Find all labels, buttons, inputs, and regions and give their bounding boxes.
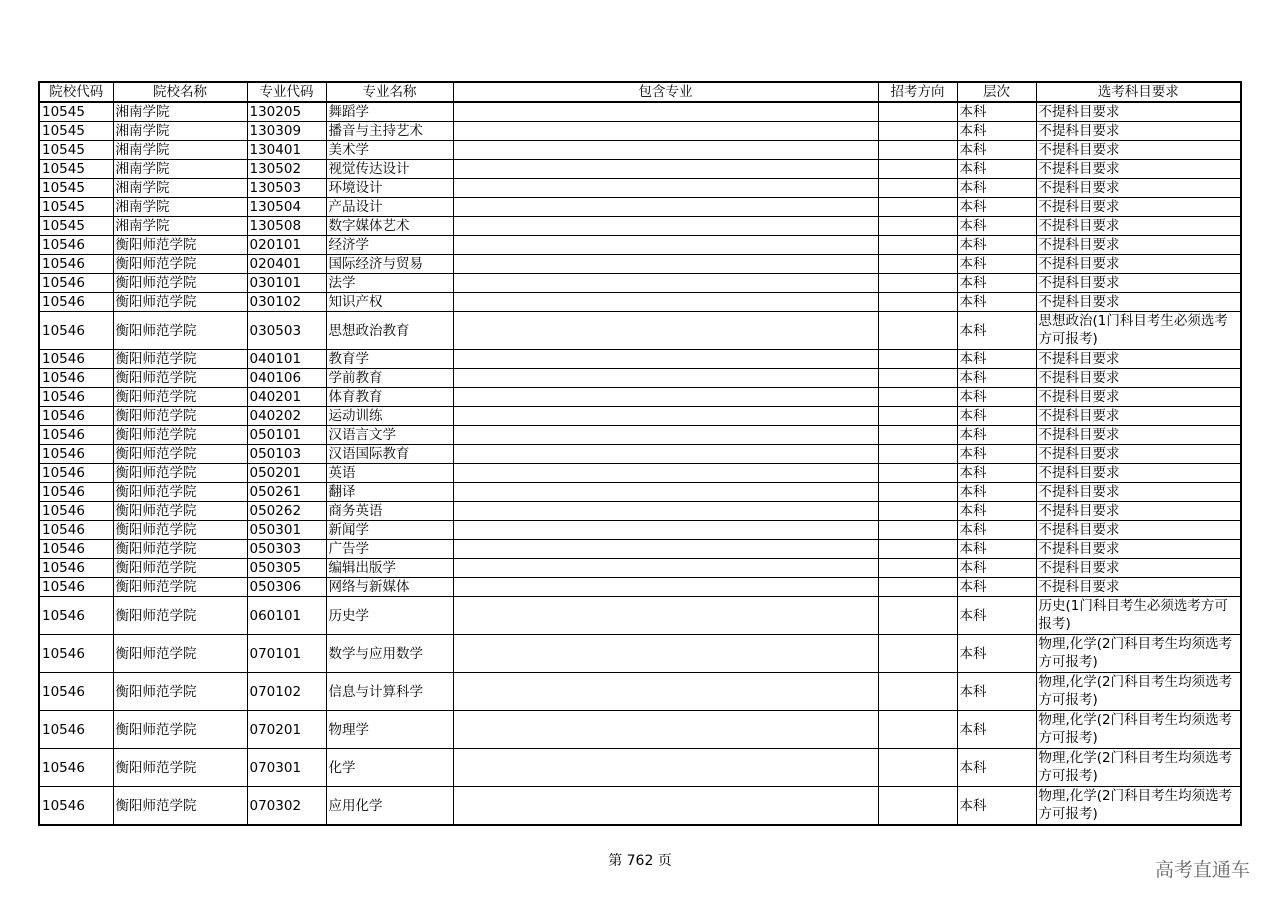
cell-school-name: 湘南学院: [113, 217, 247, 236]
header-subject-requirement: 选考科目要求: [1036, 82, 1241, 102]
cell-major-code: 040202: [247, 407, 326, 426]
cell-included-majors: [453, 293, 878, 312]
cell-major-code: 070101: [247, 635, 326, 673]
admissions-table: [38, 81, 1242, 826]
table-row: [39, 198, 1241, 217]
cell-school-name: 衡阳师范学院: [113, 407, 247, 426]
cell-subject-requirement: 思想政治(1门科目考生必须选考方可报考): [1036, 312, 1241, 350]
cell-major-name: 物理学: [326, 711, 453, 749]
cell-school-code: 10546: [39, 236, 113, 255]
cell-school-name: 衡阳师范学院: [113, 578, 247, 597]
table-row: [39, 179, 1241, 198]
cell-school-name: 衡阳师范学院: [113, 464, 247, 483]
cell-major-code: 020401: [247, 255, 326, 274]
cell-major-name: 编辑出版学: [326, 559, 453, 578]
cell-included-majors: [453, 597, 878, 635]
cell-subject-requirement: 不提科目要求: [1036, 388, 1241, 407]
cell-included-majors: [453, 711, 878, 749]
cell-included-majors: [453, 388, 878, 407]
cell-school-name: 衡阳师范学院: [113, 255, 247, 274]
cell-direction: [878, 217, 957, 236]
table-row: [39, 521, 1241, 540]
cell-included-majors: [453, 749, 878, 787]
cell-school-code: 10545: [39, 179, 113, 198]
cell-major-code: 030101: [247, 274, 326, 293]
cell-direction: [878, 635, 957, 673]
cell-direction: [878, 407, 957, 426]
cell-level: 本科: [957, 122, 1036, 141]
cell-major-name: 思想政治教育: [326, 312, 453, 350]
cell-subject-requirement: 不提科目要求: [1036, 255, 1241, 274]
cell-school-code: 10546: [39, 274, 113, 293]
cell-school-name: 湘南学院: [113, 141, 247, 160]
cell-major-name: 学前教育: [326, 369, 453, 388]
cell-subject-requirement: 不提科目要求: [1036, 236, 1241, 255]
cell-school-code: 10546: [39, 312, 113, 350]
cell-included-majors: [453, 407, 878, 426]
cell-included-majors: [453, 236, 878, 255]
cell-included-majors: [453, 141, 878, 160]
cell-level: 本科: [957, 160, 1036, 179]
cell-school-name: 衡阳师范学院: [113, 673, 247, 711]
cell-included-majors: [453, 179, 878, 198]
table-row: [39, 102, 1241, 122]
cell-major-code: 070201: [247, 711, 326, 749]
cell-level: 本科: [957, 312, 1036, 350]
cell-school-code: 10546: [39, 255, 113, 274]
table-row: [39, 236, 1241, 255]
cell-major-name: 国际经济与贸易: [326, 255, 453, 274]
cell-school-code: 10546: [39, 787, 113, 826]
cell-direction: [878, 160, 957, 179]
table-row: [39, 502, 1241, 521]
cell-major-name: 新闻学: [326, 521, 453, 540]
cell-school-code: 10546: [39, 635, 113, 673]
cell-school-code: 10546: [39, 540, 113, 559]
cell-subject-requirement: 不提科目要求: [1036, 578, 1241, 597]
cell-school-code: 10546: [39, 673, 113, 711]
cell-school-name: 衡阳师范学院: [113, 293, 247, 312]
cell-level: 本科: [957, 369, 1036, 388]
cell-included-majors: [453, 483, 878, 502]
cell-major-code: 130502: [247, 160, 326, 179]
cell-level: 本科: [957, 597, 1036, 635]
table-body: [39, 102, 1241, 825]
table-row: [39, 407, 1241, 426]
cell-subject-requirement: 不提科目要求: [1036, 521, 1241, 540]
cell-major-name: 网络与新媒体: [326, 578, 453, 597]
cell-direction: [878, 578, 957, 597]
cell-school-code: 10546: [39, 749, 113, 787]
cell-direction: [878, 711, 957, 749]
cell-school-name: 衡阳师范学院: [113, 274, 247, 293]
cell-school-name: 衡阳师范学院: [113, 540, 247, 559]
cell-school-name: 衡阳师范学院: [113, 236, 247, 255]
cell-level: 本科: [957, 464, 1036, 483]
cell-school-code: 10546: [39, 559, 113, 578]
table-row: [39, 787, 1241, 826]
cell-included-majors: [453, 464, 878, 483]
cell-school-name: 衡阳师范学院: [113, 597, 247, 635]
cell-major-code: 040201: [247, 388, 326, 407]
cell-direction: [878, 749, 957, 787]
cell-school-name: 衡阳师范学院: [113, 635, 247, 673]
cell-direction: [878, 102, 957, 122]
cell-subject-requirement: 物理,化学(2门科目考生均须选考方可报考): [1036, 749, 1241, 787]
cell-school-name: 衡阳师范学院: [113, 426, 247, 445]
cell-major-code: 050261: [247, 483, 326, 502]
cell-school-code: 10546: [39, 521, 113, 540]
cell-school-name: 衡阳师范学院: [113, 559, 247, 578]
cell-direction: [878, 198, 957, 217]
cell-direction: [878, 122, 957, 141]
cell-direction: [878, 502, 957, 521]
cell-direction: [878, 540, 957, 559]
table-row: [39, 122, 1241, 141]
cell-subject-requirement: 物理,化学(2门科目考生均须选考方可报考): [1036, 635, 1241, 673]
table-row: [39, 673, 1241, 711]
cell-school-name: 湘南学院: [113, 160, 247, 179]
cell-included-majors: [453, 274, 878, 293]
cell-school-code: 10546: [39, 388, 113, 407]
cell-subject-requirement: 不提科目要求: [1036, 122, 1241, 141]
cell-included-majors: [453, 540, 878, 559]
cell-subject-requirement: 物理,化学(2门科目考生均须选考方可报考): [1036, 787, 1241, 826]
table-row: [39, 426, 1241, 445]
cell-direction: [878, 464, 957, 483]
cell-direction: [878, 597, 957, 635]
cell-school-name: 湘南学院: [113, 179, 247, 198]
cell-major-code: 130508: [247, 217, 326, 236]
cell-school-name: 衡阳师范学院: [113, 483, 247, 502]
cell-subject-requirement: 不提科目要求: [1036, 464, 1241, 483]
cell-major-code: 130504: [247, 198, 326, 217]
cell-included-majors: [453, 312, 878, 350]
cell-major-name: 体育教育: [326, 388, 453, 407]
cell-school-name: 衡阳师范学院: [113, 350, 247, 369]
cell-school-code: 10546: [39, 350, 113, 369]
cell-major-name: 美术学: [326, 141, 453, 160]
cell-major-name: 历史学: [326, 597, 453, 635]
cell-major-code: 030102: [247, 293, 326, 312]
cell-school-code: 10545: [39, 198, 113, 217]
cell-direction: [878, 293, 957, 312]
header-school-code: 院校代码: [39, 82, 113, 102]
cell-major-code: 040101: [247, 350, 326, 369]
cell-included-majors: [453, 198, 878, 217]
table-row: [39, 749, 1241, 787]
cell-level: 本科: [957, 217, 1036, 236]
cell-school-name: 湘南学院: [113, 198, 247, 217]
cell-major-code: 040106: [247, 369, 326, 388]
cell-level: 本科: [957, 445, 1036, 464]
cell-school-code: 10546: [39, 711, 113, 749]
cell-major-code: 130503: [247, 179, 326, 198]
cell-major-code: 050303: [247, 540, 326, 559]
cell-subject-requirement: 不提科目要求: [1036, 198, 1241, 217]
cell-subject-requirement: 不提科目要求: [1036, 483, 1241, 502]
cell-major-code: 050103: [247, 445, 326, 464]
cell-subject-requirement: 不提科目要求: [1036, 369, 1241, 388]
cell-level: 本科: [957, 236, 1036, 255]
table-row: [39, 160, 1241, 179]
cell-major-code: 030503: [247, 312, 326, 350]
cell-major-name: 广告学: [326, 540, 453, 559]
table-row: [39, 483, 1241, 502]
cell-included-majors: [453, 502, 878, 521]
table-row: [39, 255, 1241, 274]
cell-major-name: 舞蹈学: [326, 102, 453, 122]
cell-subject-requirement: 不提科目要求: [1036, 217, 1241, 236]
table-row: [39, 540, 1241, 559]
cell-major-name: 应用化学: [326, 787, 453, 826]
cell-subject-requirement: 不提科目要求: [1036, 540, 1241, 559]
cell-school-name: 衡阳师范学院: [113, 521, 247, 540]
cell-level: 本科: [957, 179, 1036, 198]
cell-school-code: 10546: [39, 445, 113, 464]
cell-school-name: 湘南学院: [113, 122, 247, 141]
cell-school-code: 10546: [39, 483, 113, 502]
table-row: [39, 445, 1241, 464]
cell-school-name: 衡阳师范学院: [113, 312, 247, 350]
cell-school-code: 10546: [39, 369, 113, 388]
cell-direction: [878, 274, 957, 293]
header-level: 层次: [957, 82, 1036, 102]
cell-school-code: 10546: [39, 407, 113, 426]
cell-school-name: 衡阳师范学院: [113, 502, 247, 521]
cell-major-name: 播音与主持艺术: [326, 122, 453, 141]
cell-major-name: 经济学: [326, 236, 453, 255]
cell-level: 本科: [957, 274, 1036, 293]
cell-direction: [878, 521, 957, 540]
cell-direction: [878, 559, 957, 578]
cell-school-name: 湘南学院: [113, 102, 247, 122]
cell-subject-requirement: 物理,化学(2门科目考生均须选考方可报考): [1036, 711, 1241, 749]
cell-major-code: 050306: [247, 578, 326, 597]
cell-school-name: 衡阳师范学院: [113, 787, 247, 826]
cell-school-code: 10546: [39, 502, 113, 521]
cell-subject-requirement: 不提科目要求: [1036, 274, 1241, 293]
cell-level: 本科: [957, 293, 1036, 312]
table-header-row: [39, 82, 1241, 102]
cell-included-majors: [453, 673, 878, 711]
cell-major-code: 050262: [247, 502, 326, 521]
cell-major-name: 产品设计: [326, 198, 453, 217]
cell-direction: [878, 350, 957, 369]
watermark: 高考直通车: [1154, 859, 1250, 881]
cell-direction: [878, 255, 957, 274]
cell-school-name: 衡阳师范学院: [113, 749, 247, 787]
cell-direction: [878, 312, 957, 350]
cell-included-majors: [453, 122, 878, 141]
cell-level: 本科: [957, 749, 1036, 787]
cell-level: 本科: [957, 502, 1036, 521]
table-row: [39, 141, 1241, 160]
table-row: [39, 635, 1241, 673]
cell-included-majors: [453, 578, 878, 597]
cell-subject-requirement: 物理,化学(2门科目考生均须选考方可报考): [1036, 673, 1241, 711]
table-row: [39, 388, 1241, 407]
cell-direction: [878, 388, 957, 407]
cell-major-code: 020101: [247, 236, 326, 255]
cell-level: 本科: [957, 673, 1036, 711]
cell-subject-requirement: 历史(1门科目考生必须选考方可报考): [1036, 597, 1241, 635]
cell-major-name: 汉语言文学: [326, 426, 453, 445]
cell-included-majors: [453, 426, 878, 445]
cell-subject-requirement: 不提科目要求: [1036, 160, 1241, 179]
table-row: [39, 711, 1241, 749]
table-row: [39, 312, 1241, 350]
cell-major-code: 130401: [247, 141, 326, 160]
cell-major-code: 050305: [247, 559, 326, 578]
cell-major-code: 070301: [247, 749, 326, 787]
cell-included-majors: [453, 255, 878, 274]
cell-major-name: 数学与应用数学: [326, 635, 453, 673]
cell-major-name: 商务英语: [326, 502, 453, 521]
cell-school-name: 衡阳师范学院: [113, 445, 247, 464]
cell-school-code: 10545: [39, 122, 113, 141]
cell-included-majors: [453, 445, 878, 464]
table-row: [39, 559, 1241, 578]
cell-level: 本科: [957, 635, 1036, 673]
cell-included-majors: [453, 350, 878, 369]
table-row: [39, 293, 1241, 312]
cell-major-name: 英语: [326, 464, 453, 483]
cell-level: 本科: [957, 787, 1036, 826]
cell-subject-requirement: 不提科目要求: [1036, 559, 1241, 578]
cell-level: 本科: [957, 255, 1036, 274]
cell-subject-requirement: 不提科目要求: [1036, 407, 1241, 426]
cell-major-name: 知识产权: [326, 293, 453, 312]
cell-included-majors: [453, 787, 878, 826]
cell-level: 本科: [957, 350, 1036, 369]
header-included-majors: 包含专业: [453, 82, 878, 102]
cell-level: 本科: [957, 521, 1036, 540]
cell-included-majors: [453, 102, 878, 122]
cell-school-code: 10546: [39, 578, 113, 597]
cell-subject-requirement: 不提科目要求: [1036, 102, 1241, 122]
cell-subject-requirement: 不提科目要求: [1036, 502, 1241, 521]
cell-major-name: 数字媒体艺术: [326, 217, 453, 236]
header-major-name: 专业名称: [326, 82, 453, 102]
cell-subject-requirement: 不提科目要求: [1036, 445, 1241, 464]
cell-school-code: 10546: [39, 464, 113, 483]
cell-major-code: 070102: [247, 673, 326, 711]
cell-level: 本科: [957, 388, 1036, 407]
cell-level: 本科: [957, 426, 1036, 445]
cell-level: 本科: [957, 407, 1036, 426]
cell-major-code: 050301: [247, 521, 326, 540]
table-row: [39, 369, 1241, 388]
table-row: [39, 578, 1241, 597]
cell-major-name: 环境设计: [326, 179, 453, 198]
cell-direction: [878, 787, 957, 826]
header-direction: 招考方向: [878, 82, 957, 102]
table-row: [39, 217, 1241, 236]
cell-major-code: 130205: [247, 102, 326, 122]
cell-level: 本科: [957, 198, 1036, 217]
cell-included-majors: [453, 160, 878, 179]
cell-direction: [878, 236, 957, 255]
cell-direction: [878, 179, 957, 198]
cell-direction: [878, 483, 957, 502]
cell-included-majors: [453, 559, 878, 578]
table-row: [39, 597, 1241, 635]
cell-direction: [878, 141, 957, 160]
cell-school-name: 衡阳师范学院: [113, 711, 247, 749]
cell-level: 本科: [957, 578, 1036, 597]
cell-included-majors: [453, 369, 878, 388]
cell-direction: [878, 445, 957, 464]
cell-level: 本科: [957, 540, 1036, 559]
cell-subject-requirement: 不提科目要求: [1036, 350, 1241, 369]
cell-school-name: 衡阳师范学院: [113, 388, 247, 407]
cell-direction: [878, 426, 957, 445]
cell-school-code: 10545: [39, 160, 113, 179]
cell-school-code: 10546: [39, 426, 113, 445]
cell-included-majors: [453, 521, 878, 540]
cell-subject-requirement: 不提科目要求: [1036, 141, 1241, 160]
cell-major-name: 翻译: [326, 483, 453, 502]
cell-direction: [878, 369, 957, 388]
cell-level: 本科: [957, 102, 1036, 122]
header-school-name: 院校名称: [113, 82, 247, 102]
cell-direction: [878, 673, 957, 711]
cell-included-majors: [453, 635, 878, 673]
cell-major-name: 运动训练: [326, 407, 453, 426]
cell-major-code: 070302: [247, 787, 326, 826]
cell-school-code: 10546: [39, 293, 113, 312]
cell-school-code: 10546: [39, 597, 113, 635]
cell-major-code: 060101: [247, 597, 326, 635]
table-row: [39, 350, 1241, 369]
cell-school-code: 10545: [39, 102, 113, 122]
cell-school-code: 10545: [39, 217, 113, 236]
cell-major-name: 教育学: [326, 350, 453, 369]
cell-school-code: 10545: [39, 141, 113, 160]
table-row: [39, 274, 1241, 293]
cell-included-majors: [453, 217, 878, 236]
table-row: [39, 464, 1241, 483]
cell-subject-requirement: 不提科目要求: [1036, 179, 1241, 198]
cell-level: 本科: [957, 141, 1036, 160]
cell-level: 本科: [957, 559, 1036, 578]
cell-major-name: 信息与计算科学: [326, 673, 453, 711]
cell-major-name: 法学: [326, 274, 453, 293]
cell-level: 本科: [957, 711, 1036, 749]
cell-major-name: 汉语国际教育: [326, 445, 453, 464]
cell-major-code: 050101: [247, 426, 326, 445]
cell-major-name: 化学: [326, 749, 453, 787]
page-number: 第 762 页: [608, 853, 672, 869]
cell-school-name: 衡阳师范学院: [113, 369, 247, 388]
cell-major-code: 050201: [247, 464, 326, 483]
cell-major-name: 视觉传达设计: [326, 160, 453, 179]
cell-subject-requirement: 不提科目要求: [1036, 426, 1241, 445]
cell-subject-requirement: 不提科目要求: [1036, 293, 1241, 312]
cell-level: 本科: [957, 483, 1036, 502]
cell-major-code: 130309: [247, 122, 326, 141]
header-major-code: 专业代码: [247, 82, 326, 102]
